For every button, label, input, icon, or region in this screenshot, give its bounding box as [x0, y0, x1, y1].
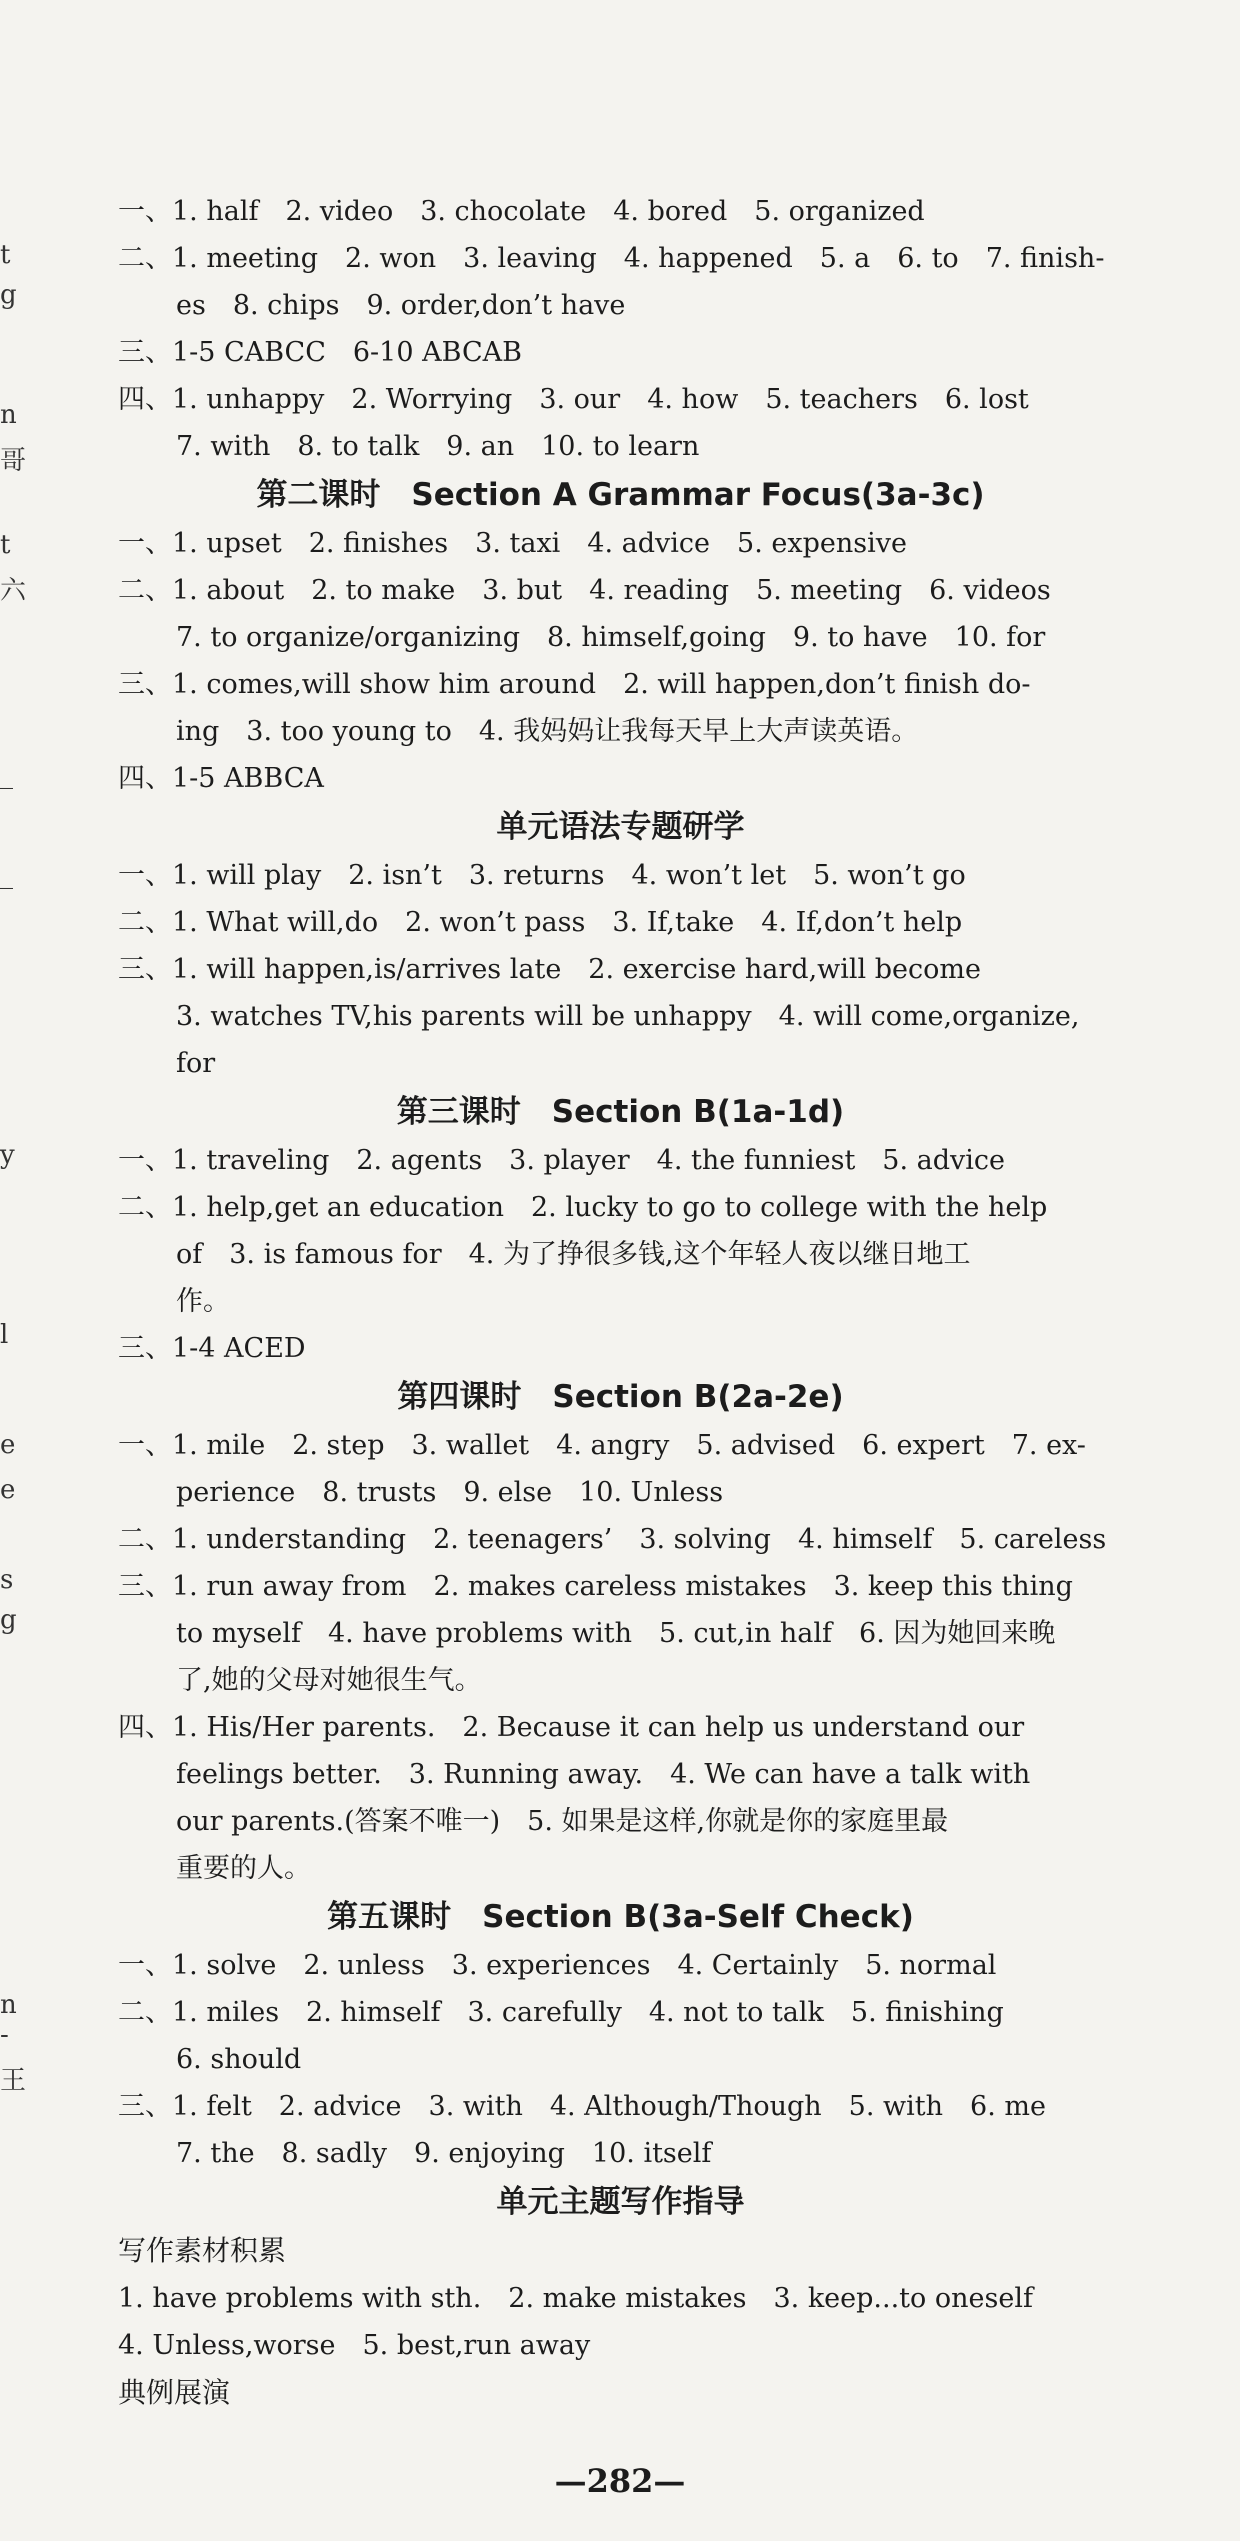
section-heading: 第四课时 Section B(2a-2e) [397, 1379, 844, 1415]
answer-line: 7. to organize/organizing 8. himself,going 9. to have 10. for [176, 622, 1046, 653]
answer-line: 一、1. half 2. video 3. chocolate 4. bored 5. organized [118, 196, 925, 227]
answer-line: 作。 [176, 1286, 230, 1317]
edge-char: t [0, 530, 11, 560]
answer-line: 一、1. mile 2. step 3. wallet 4. angry 5. advised 6. expert 7. ex- [118, 1430, 1086, 1461]
answer-line: feelings better. 3. Running away. 4. We can have a talk with [176, 1759, 1031, 1790]
answer-line: 三、1. run away from 2. makes careless mistakes 3. keep this thing [118, 1571, 1073, 1602]
answer-line: 二、1. about 2. to make 3. but 4. reading 5. meeting 6. videos [118, 575, 1051, 606]
answer-line: perience 8. trusts 9. else 10. Unless [176, 1477, 724, 1508]
answer-line: 二、1. understanding 2. teenagers’ 3. solving 4. himself 5. careless [118, 1524, 1107, 1555]
answer-line: 三、1. comes,will show him around 2. will happen,don’t finish do- [118, 669, 1031, 700]
edge-char: g [0, 1605, 17, 1635]
answer-line: 二、1. help,get an education 2. lucky to go to college with the help [118, 1192, 1048, 1223]
answer-line: 一、1. solve 2. unless 3. experiences 4. Certainly 5. normal [118, 1950, 997, 1981]
answer-line: for [176, 1048, 216, 1079]
answer-line: 6. should [176, 2044, 302, 2075]
edge-char: - [0, 2020, 9, 2050]
edge-char: 哥 [0, 446, 27, 476]
section-heading: 第二课时 Section A Grammar Focus(3a-3c) [256, 477, 985, 513]
answer-line: 4. Unless,worse 5. best,run away [118, 2330, 591, 2361]
answer-line: 四、1. unhappy 2. Worrying 3. our 4. how 5. teachers 6. lost [118, 384, 1029, 415]
answer-line: 1. have problems with sth. 2. make mistakes 3. keep...to oneself [118, 2283, 1033, 2314]
answer-line: 三、1-5 CABCC 6-10 ABCAB [118, 337, 522, 368]
edge-char: y [0, 1140, 15, 1170]
answer-line: 四、1. His/Her parents. 2. Because it can help us understand our [118, 1712, 1025, 1743]
answer-line: 二、1. meeting 2. won 3. leaving 4. happened 5. a 6. to 7. finish- [118, 243, 1105, 274]
edge-char: n [0, 400, 17, 430]
answer-line: ing 3. too young to 4. 我妈妈让我每天早上大声读英语。 [176, 716, 919, 747]
section-heading: 第三课时 Section B(1a-1d) [396, 1094, 845, 1130]
section-heading: 第五课时 Section B(3a-Self Check) [327, 1899, 914, 1935]
answer-line: 三、1. will happen,is/arrives late 2. exercise hard,will become [118, 954, 981, 985]
answer-line: 四、1-5 ABBCA [118, 763, 324, 794]
page-number: —282— [554, 2462, 686, 2500]
answer-line: 三、1-4 ACED [118, 1333, 306, 1364]
answer-content [118, 188, 1123, 2417]
edge-char: _ [0, 860, 13, 890]
edge-char: 王 [0, 2066, 27, 2096]
edge-char: s [0, 1565, 14, 1595]
answer-line: 7. the 8. sadly 9. enjoying 10. itself [176, 2138, 712, 2169]
answer-line: 一、1. upset 2. finishes 3. taxi 4. advice 5. expensive [118, 528, 907, 559]
subsection-label: 写作素材积累 [118, 2234, 287, 2267]
answer-line: 二、1. What will,do 2. won’t pass 3. If,take 4. If,don’t help [118, 907, 963, 938]
answer-line: 3. watches TV,his parents will be unhappy 4. will come,organize, [176, 1001, 1080, 1032]
answer-line: 二、1. miles 2. himself 3. carefully 4. not to talk 5. finishing [118, 1997, 1004, 2028]
section-heading: 单元主题写作指导 [496, 2184, 745, 2220]
edge-char: e [0, 1430, 16, 1460]
edge-char: 六 [0, 576, 27, 606]
answer-line: es 8. chips 9. order,don’t have [176, 290, 626, 321]
adjacent-page-edge [0, 0, 27, 2541]
answer-line: to myself 4. have problems with 5. cut,in half 6. 因为她回来晚 [176, 1618, 1056, 1649]
section-heading: 单元语法专题研学 [496, 809, 745, 845]
edge-char: g [0, 280, 17, 310]
edge-char: l [0, 1320, 9, 1350]
answer-line: 了,她的父母对她很生气。 [176, 1665, 482, 1696]
answer-line: 一、1. will play 2. isn’t 3. returns 4. won’t let 5. won’t go [118, 860, 966, 891]
edge-char: e [0, 1475, 16, 1505]
edge-char: t [0, 240, 11, 270]
edge-char: n [0, 1990, 17, 2020]
edge-char: _ [0, 760, 13, 790]
subsection-label: 典例展演 [118, 2376, 231, 2409]
answer-line: 重要的人。 [176, 1853, 311, 1884]
answer-line: 7. with 8. to talk 9. an 10. to learn [176, 431, 700, 462]
answer-line: of 3. is famous for 4. 为了挣很多钱,这个年轻人夜以继日地工 [176, 1239, 971, 1270]
answer-line: 三、1. felt 2. advice 3. with 4. Although/Though 5. with 6. me [118, 2091, 1046, 2122]
answer-line: 一、1. traveling 2. agents 3. player 4. the funniest 5. advice [118, 1145, 1006, 1176]
answer-line: our parents.(答案不唯一) 5. 如果是这样,你就是你的家庭里最 [176, 1806, 949, 1837]
